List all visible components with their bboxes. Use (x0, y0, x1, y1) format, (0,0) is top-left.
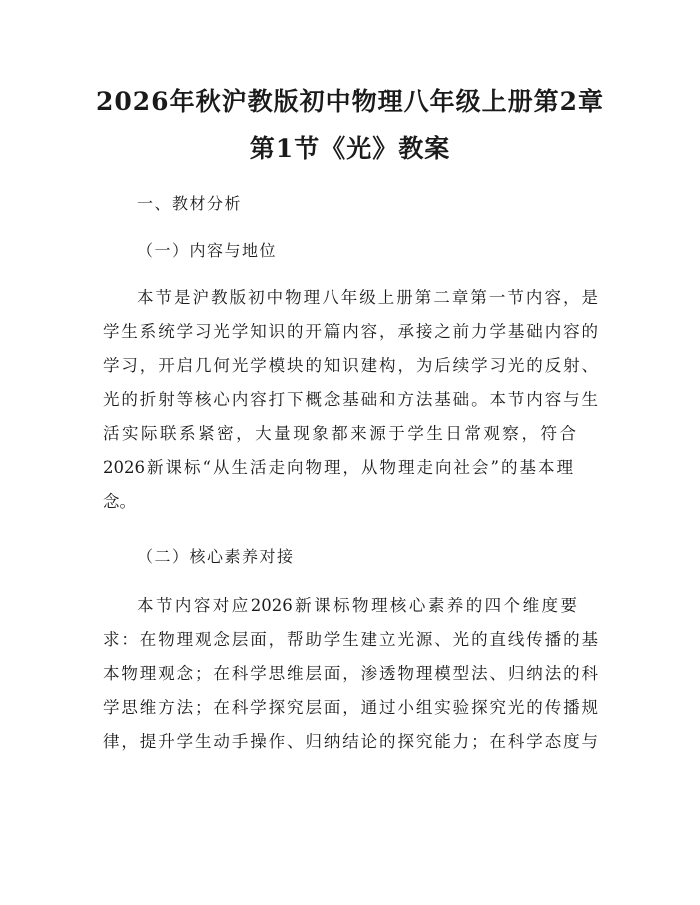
document-title-line-1: 2026年秋沪教版初中物理八年级上册第2章 (96, 87, 604, 116)
paragraph-1-line-6: 2026新课标“从生活走向物理，从物理走向社会”的基本理 (103, 458, 573, 477)
paragraph-2-line-5: 律，提升学生动手操作、归纳结论的探究能力；在科学态度与 (103, 732, 598, 751)
subsection-heading-core-literacy: （二）核心素养对接 (137, 547, 295, 566)
paragraph-2-line-4: 学思维方法；在科学探究层面，通过小组实验探究光的传播规 (103, 698, 598, 717)
document-title-line-2: 第1节《光》教案 (249, 134, 451, 163)
paragraph-1-line-5: 活实际联系紧密，大量现象都来源于学生日常观察，符合 (103, 424, 576, 443)
paragraph-1-line-7: 念。 (103, 492, 136, 511)
paragraph-1-line-3: 学习，开启几何光学模块的知识建构，为后续学习光的反射、 (103, 356, 598, 375)
section-heading-textbook-analysis: 一、教材分析 (137, 194, 243, 213)
paragraph-1-line-1: 本节是沪教版初中物理八年级上册第二章第一节内容，是 (137, 288, 598, 307)
paragraph-1-line-4: 光的折射等核心内容打下概念基础和方法基础。本节内容与生 (103, 390, 598, 409)
paragraph-2-line-3: 本物理观念；在科学思维层面，渗透物理模型法、归纳法的科 (103, 664, 598, 683)
subsection-heading-content-position: （一）内容与地位 (137, 241, 278, 260)
paragraph-1-line-2: 学生系统学习光学知识的开篇内容，承接之前力学基础内容的 (103, 322, 598, 341)
paragraph-2-line-2: 求：在物理观念层面，帮助学生建立光源、光的直线传播的基 (103, 630, 598, 649)
paragraph-2-line-1: 本节内容对应2026新课标物理核心素养的四个维度要 (137, 596, 577, 615)
